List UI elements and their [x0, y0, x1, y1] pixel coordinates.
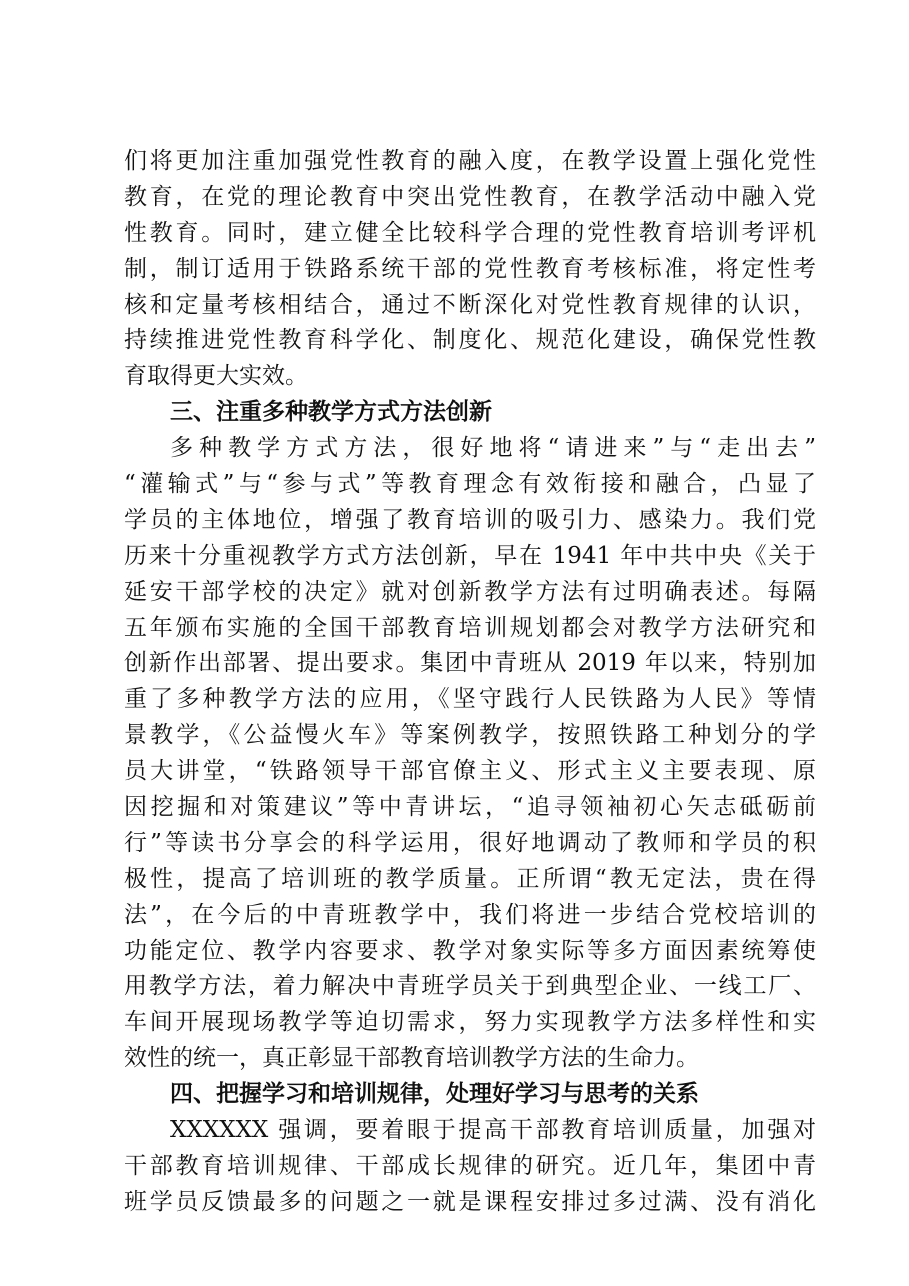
body-line: XXXXXX 强调，要着眼于提高干部教育培训质量，加强对 [170, 1117, 816, 1144]
body-line: 学员的主体地位，增强了教育培训的吸引力、感染力。我们党 [124, 506, 816, 533]
body-line: 极性，提高了培训班的教学质量。正所谓“教无定法，贵在得 [124, 865, 816, 892]
body-line: 延安干部学校的决定》就对创新教学方法有过明确表述。每隔 [124, 578, 816, 605]
document-body [124, 144, 816, 1221]
body-line: 教育，在党的理论教育中突出党性教育，在教学活动中融入党 [124, 183, 816, 210]
body-line: 制，制订适用于铁路系统干部的党性教育考核标准，将定性考 [124, 255, 816, 282]
body-line: 员大讲堂，“铁路领导干部官僚主义、形式主义主要表现、原 [124, 758, 816, 785]
body-line: 用教学方法，着力解决中青班学员关于到典型企业、一线工厂、 [124, 973, 816, 1000]
body-line: 景教学，《公益慢火车》等案例教学，按照铁路工种划分的学 [124, 722, 816, 749]
body-line: 效性的统一，真正彰显干部教育培训教学方法的生命力。 [124, 1045, 699, 1072]
body-line: 多种教学方式方法，很好地将“请进来”与“走出去” [170, 435, 816, 462]
body-line: 重了多种教学方法的应用，《坚守践行人民铁路为人民》等情 [124, 686, 816, 713]
section-heading-4: 四、把握学习和培训规律，处理好学习与思考的关系 [170, 1081, 699, 1108]
body-line: 历来十分重视教学方式方法创新，早在 1941 年中共中央《关于 [124, 542, 816, 569]
body-line: 们将更加注重加强党性教育的融入度，在教学设置上强化党性 [124, 148, 816, 174]
body-line: 功能定位、教学内容要求、教学对象实际等多方面因素统筹使 [124, 937, 816, 964]
body-line: 性教育。同时，建立健全比较科学合理的党性教育培训考评机 [124, 219, 816, 246]
body-line: 因挖掘和对策建议”等中青讲坛，“追寻领袖初心矢志砥砺前 [124, 794, 816, 821]
body-line: 行”等读书分享会的科学运用，很好地调动了教师和学员的积 [124, 829, 816, 856]
body-line: 班学员反馈最多的问题之一就是课程安排过多过满、没有消化 [124, 1188, 816, 1215]
body-line: 育取得更大实效。 [124, 363, 308, 390]
body-line: 五年颁布实施的全国干部教育培训规划都会对教学方法研究和 [124, 614, 816, 641]
body-line: 车间开展现场教学等迫切需求，努力实现教学方法多样性和实 [124, 1009, 816, 1036]
body-line: 干部教育培训规律、干部成长规律的研究。近几年，集团中青 [124, 1152, 816, 1179]
body-line: 法”，在今后的中青班教学中，我们将进一步结合党校培训的 [124, 901, 816, 928]
body-line: 创新作出部署、提出要求。集团中青班从 2019 年以来，特别加 [124, 650, 816, 677]
body-line: 持续推进党性教育科学化、制度化、规范化建设，确保党性教 [124, 327, 816, 354]
section-heading-3: 三、注重多种教学方式方法创新 [170, 399, 492, 426]
body-line: “灌输式”与“参与式”等教育理念有效衔接和融合，凸显了 [124, 471, 816, 498]
body-line: 核和定量考核相结合，通过不断深化对党性教育规律的认识， [124, 291, 816, 318]
